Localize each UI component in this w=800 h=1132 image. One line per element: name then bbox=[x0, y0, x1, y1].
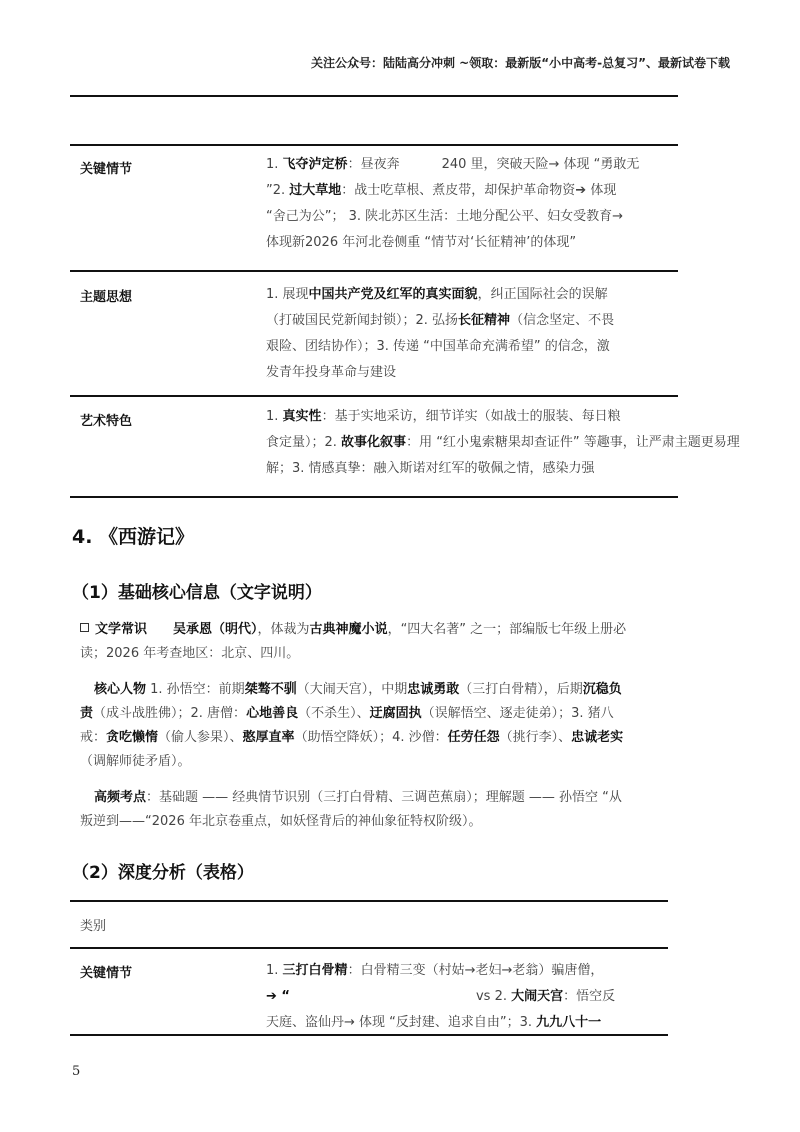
paragraph-frequent-points: 高频考点：基础题 —— 经典情节识别（三打白骨精、三调芭蕉扇）；理解题 —— 孙悟空 “从 叛逆到——“2026 年北京卷重点，如妖怪背后的神仙象征特权阶级）。 bbox=[80, 790, 622, 829]
row-label-art: 艺术特色 bbox=[80, 414, 133, 429]
table2-top-rule bbox=[70, 900, 668, 902]
row-divider bbox=[70, 395, 678, 397]
checkbox-bullet-icon bbox=[80, 623, 89, 632]
table2-row-key-plot-content: 1. 三打白骨精：白骨精三变（村姑→老妇→老翁）骗唐僧， ➔ “ vs 2. 大闹天宫：悟空反 天庭、盗仙丹→ 体现 “反封建、追求自由”；3. 九九八十一 bbox=[266, 963, 616, 1030]
section-title-xiyouji: 4. 《西游记》 bbox=[72, 526, 195, 548]
page-number: 5 bbox=[72, 1064, 81, 1079]
row-label-key-plot: 关键情节 bbox=[80, 162, 133, 177]
row-theme-content: 1. 展现中国共产党及红军的真实面貌，纠正国际社会的误解 （打破国民党新闻封锁）；2. 弘扬长征精神（信念坚定、不畏 艰险、团结协作）；3. 传递 “中国革命充满希望” 的信念，激 发青年投身革命与建设 bbox=[266, 287, 615, 380]
page-header: 关注公众号：陆陆高分冲刺 ~领取：最新版“小中高考-总复习”、最新试卷下载 bbox=[311, 56, 730, 70]
table-bottom-rule bbox=[70, 496, 678, 498]
table2-header-rule bbox=[70, 947, 668, 949]
table2-header-category: 类别 bbox=[80, 919, 107, 934]
table2-row-label-key-plot: 关键情节 bbox=[80, 966, 133, 981]
row-key-plot-content: 1. 飞夺泸定桥：昼夜奔 240 里，突破天险→ 体现 “勇敢无 ”2. 过大草地：战士吃草根、煮皮带，却保护革命物资➔ 体现 “舍己为公”； 3. 陕北苏区生活：土地分配公平、妇女受教育→ 体现新2026 年河北卷侧重 “情节对‘长征精神’的体现” bbox=[266, 157, 640, 250]
row-art-content: 1. 真实性：基于实地采访，细节详实（如战士的服装、每日粮 食定量）；2. 故事化叙事：用 “红小鬼索糖果却查证件” 等趣事，让严肃主题更易理 解；3. 情感真挚：融入斯诺对红军的敬佩之情，感染力强 bbox=[266, 409, 740, 476]
table2-bottom-rule bbox=[70, 1034, 668, 1036]
paragraph-literary-knowledge: 文学常识 吴承恩（明代），体裁为古典神魔小说，“四大名著” 之一；部编版七年级上册必 读；2026 年考查地区：北京、四川。 bbox=[80, 622, 627, 661]
subsection-title-analysis: （2）深度分析（表格） bbox=[72, 863, 254, 883]
table-top-rule bbox=[70, 95, 678, 97]
subsection-title-basic: （1）基础核心信息（文字说明） bbox=[72, 583, 322, 603]
paragraph-core-characters: 核心人物 1. 孙悟空：前期桀骜不驯（大闹天宫），中期忠诚勇敢（三打白骨精），后期沉稳负 责（成斗战胜佛）；2. 唐僧：心地善良（不杀生）、迂腐固执（误解悟空、逐走徒弟）；3. 猪八 戒：贪吃懒惰（偷人参果）、憨厚直率（助悟空降妖）；4. 沙僧：任劳任怨（挑行李）、忠诚老实 （调解师徒矛盾）。 bbox=[80, 682, 624, 769]
row-label-theme: 主题思想 bbox=[80, 290, 133, 305]
table-header-rule bbox=[70, 144, 678, 146]
row-divider bbox=[70, 270, 678, 272]
